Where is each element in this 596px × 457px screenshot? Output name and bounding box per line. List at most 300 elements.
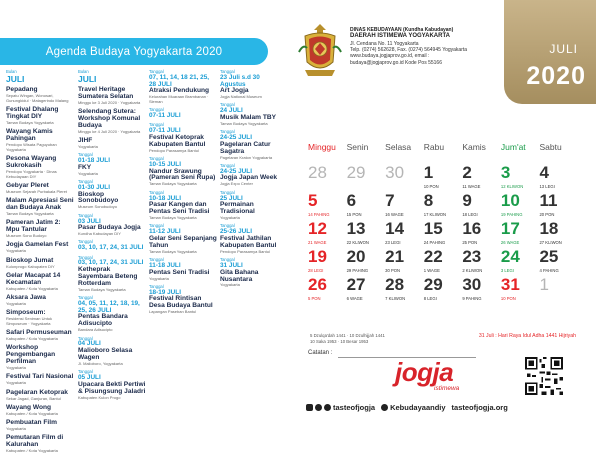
javanese-pasaran: 2 KLIWON [462,268,483,273]
calendar-day-cell[interactable] [308,248,347,276]
javanese-pasaran: 21 WAGE [308,240,327,245]
agenda-entry [149,285,217,315]
holiday-note: 31 Juli : Hari Raya Idul Adha 1441 Hijriyah [478,333,576,339]
agenda-event-title: Gita Bahana Nusantara [220,268,259,283]
youtube-icon[interactable] [324,404,331,411]
agenda-event-venue: Kabupaten Kulon Progo [78,394,121,400]
institution-address: Jl. Cendana No. 11 Yogyakarta [350,40,419,47]
agenda-event-venue: Taman Budaya Yogyakarta [149,215,197,221]
agenda-entry [78,70,146,83]
javanese-pasaran: 25 PON [462,240,478,245]
javanese-pasaran: 22 KLIWON [346,240,369,245]
javanese-pasaran: 10 PON [500,296,516,301]
agenda-date-label: Tanggal [220,223,235,229]
agenda-entry [6,258,74,270]
instagram-icon[interactable] [306,404,313,411]
calendar-day-number: 16 [462,219,482,238]
javanese-pasaran: 13 LEGI [539,184,555,189]
agenda-title: Agenda Budaya Yogyakarta 2020 [0,38,268,65]
agenda-event-venue: Bandara Adisucipto [78,327,113,333]
agenda-entry [6,374,74,386]
calendar-day-cell[interactable] [539,192,578,220]
agenda-date-label: Tanggal [78,212,93,218]
agenda-event-venue: Pendopo Wisata Paguyuban Yogyakarta [6,141,57,152]
agenda-event-title: Festival Ketoprak Kabupaten Bantul [149,133,206,148]
javanese-pasaran: 5 PON [308,296,321,301]
calendar-day-cell[interactable] [539,276,578,304]
calendar-day-number: 18 [539,219,559,238]
calendar-day-number: 28 [385,275,405,294]
lunar-note-1: 5 Dzulqa'dah 1441 · 10 Dzulhijjah 1441 [310,333,385,338]
agenda-event-venue: Jl. Malioboro, Yogyakarta [78,360,123,366]
calendar-day-cell[interactable] [501,220,540,248]
agenda-event-venue: Minggu ke 3 Juli 2020 · Yogyakarta [78,99,141,105]
calendar-day-number: 30 [462,275,482,294]
agenda-panel [0,0,288,454]
javanese-pasaran: 30 PON [385,268,401,273]
agenda-date-label: Tanggal [149,257,164,263]
agenda-event-venue: Museum Sejarah Purbakala Pleret [6,188,67,194]
agenda-event-venue: Pendopo Yogyakarta · Dinas Kebudayaan DIY [6,168,57,179]
agenda-date-label: Tanggal [220,189,235,195]
agenda-event-title: Pasar Kangen dan Pentas Seni Tradisi [149,201,210,216]
calendar-day-number: 22 [423,247,443,266]
agenda-event-venue: Kabupaten / Kota Yogyakarta [6,285,58,291]
agenda-entry [6,310,74,327]
agenda-date-label: Tanggal [149,122,164,128]
agenda-entry [78,138,146,150]
agenda-month: JULI [6,73,25,84]
weekday-2: Selasa [385,142,412,152]
calendar-week-row [308,164,578,192]
agenda-entry [149,157,217,187]
agenda-event-title: Pemutaran Film di Kalurahan [6,434,64,449]
javanese-pasaran: 24 PAHING [423,240,446,245]
calendar-day-cell[interactable] [462,164,501,192]
javanese-pasaran: 17 KLIWON [423,212,447,217]
calendar-day-cell[interactable] [347,276,386,304]
calendar-day-number: 17 [500,219,520,238]
javanese-pasaran: 16 WAGE [385,212,404,217]
agenda-entry [6,273,74,292]
agenda-event-title: Pentas Seni Tradisi [149,268,210,276]
calendar-day-number: 29 [423,275,443,294]
agenda-entry [149,224,217,254]
calendar-day-cell[interactable] [501,276,540,304]
agenda-entry [6,87,74,104]
institution-name: DINAS KEBUDAYAAN (Kundha Kabudayan) [350,27,454,33]
weekday-1: Senin [346,142,369,152]
javanese-pasaran: 27 KLIWON [539,240,562,245]
calendar-day-number: 14 [385,219,405,238]
agenda-dates: 10-18 JULI [149,194,181,202]
calendar-day-cell[interactable] [424,248,463,276]
calendar-day-cell[interactable] [424,192,463,220]
agenda-dates: 01-30 JULI [78,183,110,191]
agenda-event-venue: Yogyakarta [149,275,169,281]
calendar-day-cell[interactable] [308,192,347,220]
calendar-day-cell[interactable] [347,192,386,220]
agenda-event-title: Wayang Kamis Pahingan [6,127,53,142]
agenda-entry [6,242,74,254]
agenda-dates: 31 JULI [220,261,243,269]
agenda-dates: 23 Juli s.d 30 Agustus [220,73,260,88]
calendar-day-number: 30 [385,163,405,182]
calendar-day-number: 15 [423,219,443,238]
calendar-day-number: 4 [539,163,549,182]
calendar-day-cell[interactable] [308,220,347,248]
calendar-day-number: 27 [346,275,366,294]
calendar-day-cell[interactable] [347,248,386,276]
calendar-month: JULI [549,42,578,56]
javanese-pasaran: 28 LEGI [308,268,324,273]
agenda-event-venue: Yogyakarta [6,365,26,371]
calendar-day-cell[interactable] [539,164,578,192]
agenda-entry [6,345,74,371]
agenda-date-label: Tanggal [220,257,235,263]
calendar-day-cell[interactable] [539,220,578,248]
agenda-entry [220,191,286,221]
javanese-pasaran: 8 LEGI [423,296,437,301]
calendar-day-cell[interactable] [462,248,501,276]
agenda-event-venue: Taman Budaya Yogyakarta [78,286,126,292]
weekday-5: Jum'at [500,142,526,152]
agenda-entry [220,224,286,254]
weekday-header [308,142,578,152]
notes-label: Catatan : [308,350,333,356]
agenda-date-label: Tanggal [149,223,164,229]
agenda-event-venue: Minggu ke 4 Juli 2020 · Yogyakarta [78,128,141,134]
agenda-entry [78,296,146,333]
calendar-day-cell[interactable] [539,248,578,276]
agenda-date-label: Tanggal [220,162,235,168]
javanese-pasaran: 15 PON [346,212,362,217]
agenda-event-venue: Pagelaran Kraton Yogyakarta [220,154,273,160]
agenda-entry [220,103,286,126]
agenda-column-4 [220,70,286,292]
agenda-event-venue: Kulonprogo Kabupaten DIY [6,263,55,269]
agenda-entry [6,435,74,454]
javanese-pasaran: 9 PAHING [462,296,482,301]
calendar-day-number: 20 [346,247,366,266]
calendar-day-cell[interactable] [424,220,463,248]
calendar-day-number: 8 [423,191,434,210]
agenda-month-label: Bulan [6,69,17,74]
agenda-dates: 03, 10, 17, 24, 31 JULI [78,259,144,267]
agenda-dates: 18-19 JULI [149,288,181,296]
calendar-day-cell[interactable] [385,192,424,220]
calendar-day-number: 1 [539,275,549,294]
javanese-pasaran: 29 PAHING [346,268,369,273]
agenda-date-label: Tanggal [78,239,93,245]
calendar-week-row [308,220,578,248]
calendar-day-number: 6 [346,191,357,210]
agenda-entry [149,108,217,120]
agenda-event-title: FKY [78,163,92,171]
agenda-event-title: Permainan Tradisional [220,201,255,216]
agenda-date-label: Tanggal [78,335,93,341]
agenda-event-title: Atraksi Pendukung [149,87,210,95]
social-bar [306,403,592,412]
agenda-entry [78,87,146,106]
agenda-date-label: Tanggal [78,179,93,185]
calendar-grid [308,164,578,304]
agenda-entry [149,258,217,281]
calendar-day-cell[interactable] [385,248,424,276]
agenda-event-venue: Museum Sonobudoyo [78,204,117,210]
agenda-dates: 11-18 JULI [149,261,181,269]
agenda-event-venue: Yogyakarta [6,380,26,386]
calendar-day-cell[interactable] [501,248,540,276]
calendar-day-cell[interactable] [308,276,347,304]
agenda-event-venue: Yogyakarta [6,300,26,306]
agenda-date-label: Tanggal [78,254,93,260]
agenda-event-venue: Yogyakarta [220,215,240,221]
agenda-event-venue: Residensi Seniman Untuk Simposeum · Yogyakarta [6,316,53,326]
agenda-event-title: Art Jogja [220,87,249,95]
calendar-day-cell[interactable] [385,164,424,192]
agenda-entry [6,107,74,126]
agenda-entry [149,70,217,105]
agenda-event-venue: Yogyakarta [78,143,98,149]
calendar-day-number: 9 [462,191,472,210]
agenda-entry [149,123,217,153]
javanese-pasaran: 26 WAGE [500,240,520,245]
javanese-pasaran: 23 LEGI [385,240,401,245]
agenda-entry [220,164,286,187]
agenda-event-title: Malam Apresiasi Seni dan Budaya Anak [6,197,74,211]
agenda-event-venue: Pendopo Parasamya Bantul [149,147,199,153]
agenda-column-2 [78,70,146,404]
agenda-date-label: Tanggal [78,369,93,375]
calendar-day-cell[interactable] [501,192,540,220]
calendar-day-cell[interactable] [462,192,501,220]
javanese-pasaran: 1 WAGE [423,268,440,273]
agenda-month: JULI [78,73,97,84]
institution-phone: Telp. (0274) 562628, Fax. (0274) 564945 Yogyakarta [350,47,468,53]
calendar-day-number: 23 [462,247,482,266]
lunar-note-2: 10 Saka 1953 · 10 Besar 1953 [310,338,369,344]
calendar-day-number: 10 [500,191,520,210]
calendar-day-cell[interactable] [424,164,463,192]
agenda-dates: 07, 11, 14, 18 21, 25, 28 JULI [149,73,210,88]
agenda-event-title: Festival Dhalang Tingkat DIY [6,105,59,120]
agenda-event-title: Festival Rintisan Desa Budaya Bantul [149,295,213,310]
agenda-event-title: JIHF [78,137,93,145]
agenda-dates: 03 JULI [78,217,101,225]
agenda-event-title: Travel Heritage Sumatera Selatan [78,85,134,100]
agenda-entry [78,240,146,252]
agenda-dates: 11-12 JULI [149,228,181,236]
calendar-day-number: 13 [346,219,366,238]
calendar-day-cell[interactable] [462,220,501,248]
jogja-istimewa-tagline: istimewa [434,385,460,392]
calendar-day-cell[interactable] [385,220,424,248]
agenda-event-venue: Kelurahan Muaraan Brambanan · Sleman [149,94,209,104]
javanese-pasaran: 14 PAHING [308,212,330,217]
jogja-istimewa-logo: jogja [395,357,454,387]
calendar-day-cell[interactable] [501,164,540,192]
agenda-event-title: Aksara Jawa [6,293,46,301]
calendar-day-number: 19 [308,247,327,266]
agenda-entry [6,70,74,83]
calendar-day-number: 28 [308,163,327,182]
calendar-day-number: 11 [539,191,558,210]
agenda-dates: 03, 10, 17, 24, 31 JULI [78,244,144,252]
agenda-event-title: Ketheprak Sayembara Beteng Rotterdam [78,266,138,287]
agenda-event-venue: Jogja National Museum [220,94,262,100]
institution-info [350,27,500,66]
calendar-day-cell[interactable] [385,276,424,304]
agenda-date-label: Tanggal [149,107,164,113]
agenda-event-title: Wayang Wong [6,403,52,411]
javanese-pasaran: 18 LEGI [462,212,478,217]
agenda-event-venue: Taman Budaya Yogyakarta [149,181,197,187]
agenda-entry [78,337,146,367]
agenda-entry [6,295,74,307]
agenda-event-title: Jogja Japan Week [220,174,278,182]
agenda-entry [6,156,74,179]
agenda-event-venue: Yogyakarta [6,248,26,254]
calendar-day-number: 1 [423,163,434,182]
calendar-day-cell[interactable] [462,276,501,304]
agenda-column-1 [6,70,74,457]
agenda-date-label: Tanggal [220,69,235,74]
agenda-event-venue: Taman Budaya Yogyakarta [6,210,54,216]
agenda-date-label: Tanggal [78,295,93,301]
twitter-icon[interactable] [315,404,322,411]
agenda-event-venue: Pendopo Parasamya Bantul [220,248,270,254]
agenda-dates: 04, 05, 11, 12, 18, 19, 25, 26 JULI [78,299,140,314]
agenda-event-venue: Lapangan Paseban Bantul [149,309,197,315]
agenda-event-venue: Kabupaten / Kota Yogyakarta [6,448,58,454]
calendar-day-number: 31 [500,275,520,294]
agenda-event-venue: Taman Budaya Yogyakarta [149,248,197,254]
agenda-date-label: Tanggal [78,152,93,158]
agenda-entry [6,129,74,152]
agenda-event-title: Bioskop Jumat [6,256,54,264]
javanese-pasaran: 11 WAGE [462,184,481,189]
lunar-notes [310,333,385,344]
agenda-entry [6,220,74,239]
agenda-event-venue: Kundha Kabudayan DIY [78,231,121,237]
calendar-day-number: 25 [539,247,559,266]
weekday-4: Kamis [462,142,486,152]
agenda-entry [6,390,74,402]
agenda-dates: 07-11 JULI [149,112,181,120]
calendar-week-row [308,192,578,220]
javanese-pasaran: 4 PAHING [539,268,559,273]
agenda-event-title: Pembuatan Film [6,419,57,427]
agenda-entry [149,191,217,221]
calendar-day-cell[interactable] [308,164,347,192]
agenda-event-venue: Taman Budaya Yogyakarta [220,120,268,126]
agenda-event-venue: Yogyakarta [78,170,98,176]
agenda-event-title: Pagelaran Catur Sagatra [220,140,271,155]
agenda-entry [6,330,74,342]
institution-web: www.budaya.jogjaprov.go.id, email : [350,53,430,60]
weekday-3: Rabu [423,142,445,152]
agenda-event-venue: Yogyakarta [6,426,26,432]
agenda-event-venue: Jogja Expo Center [220,181,253,187]
agenda-event-title: Malioboro Selasa Wagen [78,347,133,361]
social-handle-tasteofjogja[interactable]: tasteofjogja [333,403,376,412]
social-handle-kebudayaandiy[interactable]: Kebudayaandiy [390,403,446,412]
weekday-6: Sabtu [539,142,562,152]
institution-email: budaya@jogjaprov.go.id Kode Pos 55166 [350,59,442,66]
javanese-pasaran: 12 KLIWON [500,184,524,189]
agenda-date-label: Tanggal [149,69,164,74]
calendar-year: 2020 [526,62,586,90]
institution-region: DAERAH ISTIMEWA YOGYAKARTA [350,33,451,40]
agenda-event-venue: Sepatu Wingan, Wonosari, Gunungkidul · Matagerindo Malang [6,92,69,103]
agenda-event-title: Selendang Sutera: Workshop Komunal Budaya [78,107,141,129]
agenda-dates: 25-26 JULI [220,228,252,236]
agenda-event-title: Gelar Macapat 14 Kecamatan [6,271,61,286]
agenda-event-venue: Kabupaten / Kota Yogyakarta [6,336,58,342]
agenda-event-title: Bioskop Sonobudoyo [78,190,119,205]
calendar-day-number: 26 [308,275,327,294]
agenda-event-title: Safari Permuseuman [6,329,72,337]
website-link[interactable]: tasteofjogja.org [451,403,508,412]
agenda-dates: 24-25 JULI [220,167,252,175]
agenda-entry [6,198,74,217]
agenda-dates: 07-11 JULI [149,127,181,135]
agenda-event-title: Pasar Budaya Jogja [78,224,141,232]
agenda-month-label: Bulan [78,69,89,74]
calendar-day-cell[interactable] [347,220,386,248]
agenda-event-venue: Sekar Jagad, Ganjuran, Bantul [6,395,61,401]
agenda-event-title: Gelar Seni Sepanjang Tahun [149,234,217,249]
agenda-entry [78,180,146,210]
agenda-event-title: Upacara Bekti Pertiwi & Pisungsung Jaladri [78,380,146,395]
agenda-event-title: Workshop Pengembangan Perfilman [6,344,56,366]
agenda-date-label: Tanggal [149,156,164,162]
dinas-kebudayaan-emblem [297,22,343,78]
qr-code-icon[interactable] [525,357,563,395]
agenda-dates: 25 JULI [220,194,243,202]
agenda-event-venue: Museum Sono Budoyo [6,233,47,239]
calendar-day-number: 3 [500,163,511,182]
agenda-column-3 [149,70,217,319]
calendar-day-number: 2 [462,163,472,182]
agenda-entry [78,109,146,135]
agenda-event-title: Nandur Srawung (Pameran Seni Rupa) [149,167,216,182]
agenda-date-label: Tanggal [220,102,235,108]
agenda-date-label: Tanggal [149,283,164,289]
agenda-event-title: Festival Jathilan Kabupaten Bantul [220,234,277,249]
agenda-entry [220,258,286,288]
agenda-dates: 24 JULI [220,107,243,115]
calendar-day-cell[interactable] [347,164,386,192]
agenda-dates: 05 JULI [78,374,101,382]
facebook-icon[interactable] [381,404,388,411]
agenda-event-title: Pameran Jatim 2: Mpu Tantular [6,219,61,234]
calendar-day-number: 29 [346,163,366,182]
agenda-entry [78,370,146,400]
agenda-event-title: Jogja Gamelan Fest [6,241,69,249]
agenda-event-venue: Yogyakarta [220,282,240,288]
calendar-day-cell[interactable] [424,276,463,304]
agenda-date-label: Tanggal [220,129,235,135]
agenda-event-title: Gebyar Pleret [6,181,49,189]
javanese-pasaran: 6 WAGE [346,296,363,301]
agenda-event-title: Pesona Wayang Sukrokasih [6,154,57,169]
agenda-event-title: Simposeum: [6,309,46,317]
agenda-dates: 04 JULI [78,340,101,348]
agenda-event-title: Pagelaran Ketoprak [6,388,68,396]
agenda-event-title: Pepadang [6,85,38,93]
